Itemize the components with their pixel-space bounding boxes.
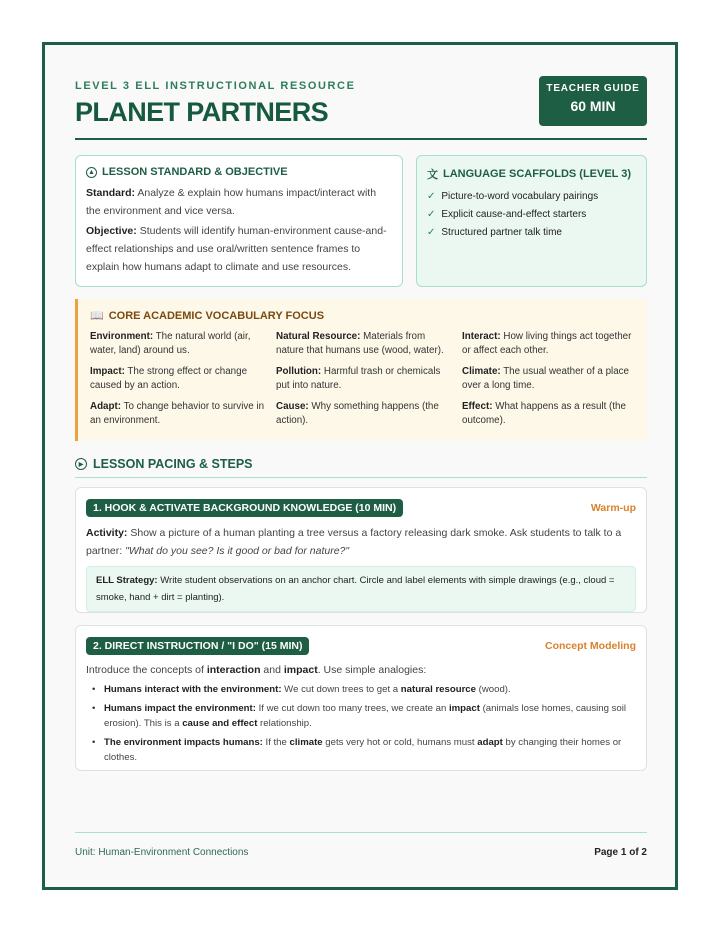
vocab-definition: The usual weather of a place over a long time. — [462, 366, 630, 391]
step-card-hook — [75, 487, 647, 613]
vocab-item — [90, 330, 276, 358]
check-icon: ✓ — [427, 209, 436, 220]
vocab-term: Cause: — [276, 401, 309, 412]
vocab-term: Interact: — [462, 331, 501, 342]
bullet-text: gets very hot or cold, humans must — [322, 736, 478, 748]
analogy-list — [86, 682, 636, 766]
translate-icon: 文 — [427, 169, 438, 181]
intro-text: . Use simple analogies: — [317, 664, 427, 676]
vocab-definition: Materials from nature that humans use (wood, water). — [276, 331, 444, 356]
bullet-bold: natural resource — [400, 684, 476, 695]
vocab-term: Climate: — [462, 366, 501, 377]
vocab-item — [276, 365, 462, 393]
bullet-text: We cut down trees to get a — [281, 684, 401, 695]
footer-divider — [75, 832, 647, 833]
list-item — [86, 735, 636, 766]
teacher-guide-badge — [539, 76, 647, 126]
vocab-item — [462, 400, 648, 428]
standard-card — [75, 155, 403, 287]
step-tag: Warm-up — [590, 502, 636, 514]
scaffold-text: Picture-to-word vocabulary pairings — [441, 191, 599, 202]
vocab-term: Effect: — [462, 401, 493, 412]
vocab-definition: The natural world (air, water, land) around us. — [90, 331, 251, 356]
footer-page-number: Page 1 of 2 — [594, 847, 647, 858]
eyebrow-label: LEVEL 3 ELL INSTRUCTIONAL RESOURCE — [75, 80, 356, 92]
language-card-heading — [427, 166, 636, 182]
pacing-heading — [75, 457, 253, 471]
play-circle-icon: ▶ — [75, 458, 87, 470]
vocab-definition: Why something happens (the action). — [276, 401, 439, 426]
bullet-text: (animals lose homes, causing soil erosion). This is a — [104, 702, 627, 729]
objective-text: Students will identify human-environment cause-and-effect relationships and use oral/written sentence frames to explain how humans adapt to climate and use resources. — [86, 225, 387, 273]
bullet-text: If the — [262, 736, 290, 748]
page-content — [75, 75, 647, 858]
intro-bold: impact — [283, 664, 318, 676]
intro-paragraph — [86, 662, 636, 678]
step-title: 2. DIRECT INSTRUCTION / "I DO" (15 MIN) — [86, 637, 309, 655]
bullet-bold: impact — [448, 702, 480, 714]
vocab-item — [90, 400, 276, 428]
page-frame — [42, 42, 678, 890]
vocab-term: Natural Resource: — [276, 331, 361, 342]
language-scaffolds-card — [416, 155, 647, 287]
bullet-label: Humans interact with the environment: — [104, 684, 282, 695]
vocab-item — [276, 400, 462, 428]
book-icon: 📖 — [90, 310, 104, 322]
objective-label: Objective: — [86, 225, 137, 237]
standard-text: Analyze & explain how humans impact/interact with the environment and vice versa. — [86, 187, 377, 217]
top-cards — [75, 155, 647, 287]
bullet-label: The environment impacts humans: — [104, 736, 263, 748]
step-header — [86, 499, 636, 517]
step-title: 1. HOOK & ACTIVATE BACKGROUND KNOWLEDGE (10 MIN) — [86, 499, 403, 517]
standard-card-heading — [86, 166, 392, 178]
check-icon: ✓ — [427, 191, 436, 202]
list-item — [427, 224, 636, 242]
pacing-divider — [75, 477, 647, 478]
bullet-bold: adapt — [477, 736, 503, 748]
pacing-heading-text: LESSON PACING & STEPS — [93, 457, 253, 471]
standard-label: Standard: — [86, 187, 136, 199]
activity-quote: "What do you see? Is it good or bad for nature?" — [125, 545, 350, 557]
vocab-item — [462, 330, 648, 358]
scaffold-list — [427, 188, 636, 242]
vocab-term: Impact: — [90, 366, 125, 377]
list-item — [86, 682, 636, 698]
list-item — [86, 701, 636, 732]
objective-paragraph — [86, 222, 392, 276]
bullet-bold: cause and effect — [182, 718, 258, 729]
activity-paragraph — [86, 524, 636, 560]
badge-duration: 60 MIN — [570, 98, 616, 114]
bullet-text: If we cut down too many trees, we create an — [255, 702, 449, 714]
bullet-text: (wood). — [475, 684, 511, 695]
header — [75, 75, 647, 141]
compass-icon: ▲ — [86, 167, 97, 178]
bullet-label: Humans impact the environment: — [104, 702, 256, 714]
badge-label: TEACHER GUIDE — [546, 83, 640, 94]
vocab-term: Environment: — [90, 331, 154, 342]
step-tag: Concept Modeling — [545, 640, 636, 652]
header-divider — [75, 138, 647, 140]
bullet-text: by changing their homes or clothes. — [104, 736, 622, 763]
vocab-item — [90, 365, 276, 393]
vocab-definition: The strong effect or change caused by an action. — [90, 366, 248, 391]
check-icon: ✓ — [427, 227, 436, 238]
bullet-text: relationship. — [257, 718, 312, 729]
vocab-definition: To change behavior to survive in an environment. — [90, 401, 265, 426]
vocabulary-grid — [90, 330, 635, 428]
intro-text: and — [260, 664, 284, 676]
footer-unit: Unit: Human-Environment Connections — [75, 847, 249, 858]
activity-text: Show a picture of a human planting a tree versus a factory releasing dark smoke. Ask students to talk to a partner: — [86, 527, 622, 557]
step-card-direct-instruction — [75, 625, 647, 771]
standard-heading-text: LESSON STANDARD & OBJECTIVE — [102, 166, 288, 178]
standard-paragraph — [86, 184, 392, 220]
list-item — [427, 206, 636, 224]
intro-text: Introduce the concepts of — [86, 664, 207, 676]
vocabulary-heading-text: CORE ACADEMIC VOCABULARY FOCUS — [108, 309, 325, 322]
vocab-definition: What happens as a result (the outcome). — [462, 401, 626, 426]
ell-label: ELL Strategy: — [96, 575, 158, 586]
scaffold-text: Structured partner talk time — [441, 227, 562, 238]
list-item — [427, 188, 636, 206]
vocab-term: Pollution: — [276, 366, 322, 377]
vocab-item — [276, 330, 462, 358]
language-heading-text: LANGUAGE SCAFFOLDS (LEVEL 3) — [443, 168, 632, 180]
vocab-term: Adapt: — [90, 401, 122, 412]
ell-text: Write student observations on an anchor chart. Circle and label elements with simple drawings (e.g., cloud = smoke, hand + dirt = planting). — [96, 575, 615, 603]
step-header — [86, 637, 636, 655]
page-title: PLANET PARTNERS — [75, 97, 329, 127]
vocabulary-panel — [75, 299, 647, 441]
vocab-definition: How living things act together or affect each other. — [462, 331, 632, 356]
scaffold-text: Explicit cause-and-effect starters — [441, 209, 587, 220]
ell-strategy-box — [86, 566, 636, 612]
bullet-bold: climate — [289, 736, 323, 748]
vocabulary-heading — [90, 309, 635, 322]
activity-label: Activity: — [86, 527, 128, 539]
vocab-definition: Harmful trash or chemicals put into nature. — [276, 366, 441, 391]
intro-bold: interaction — [206, 664, 261, 676]
vocab-item — [462, 365, 648, 393]
